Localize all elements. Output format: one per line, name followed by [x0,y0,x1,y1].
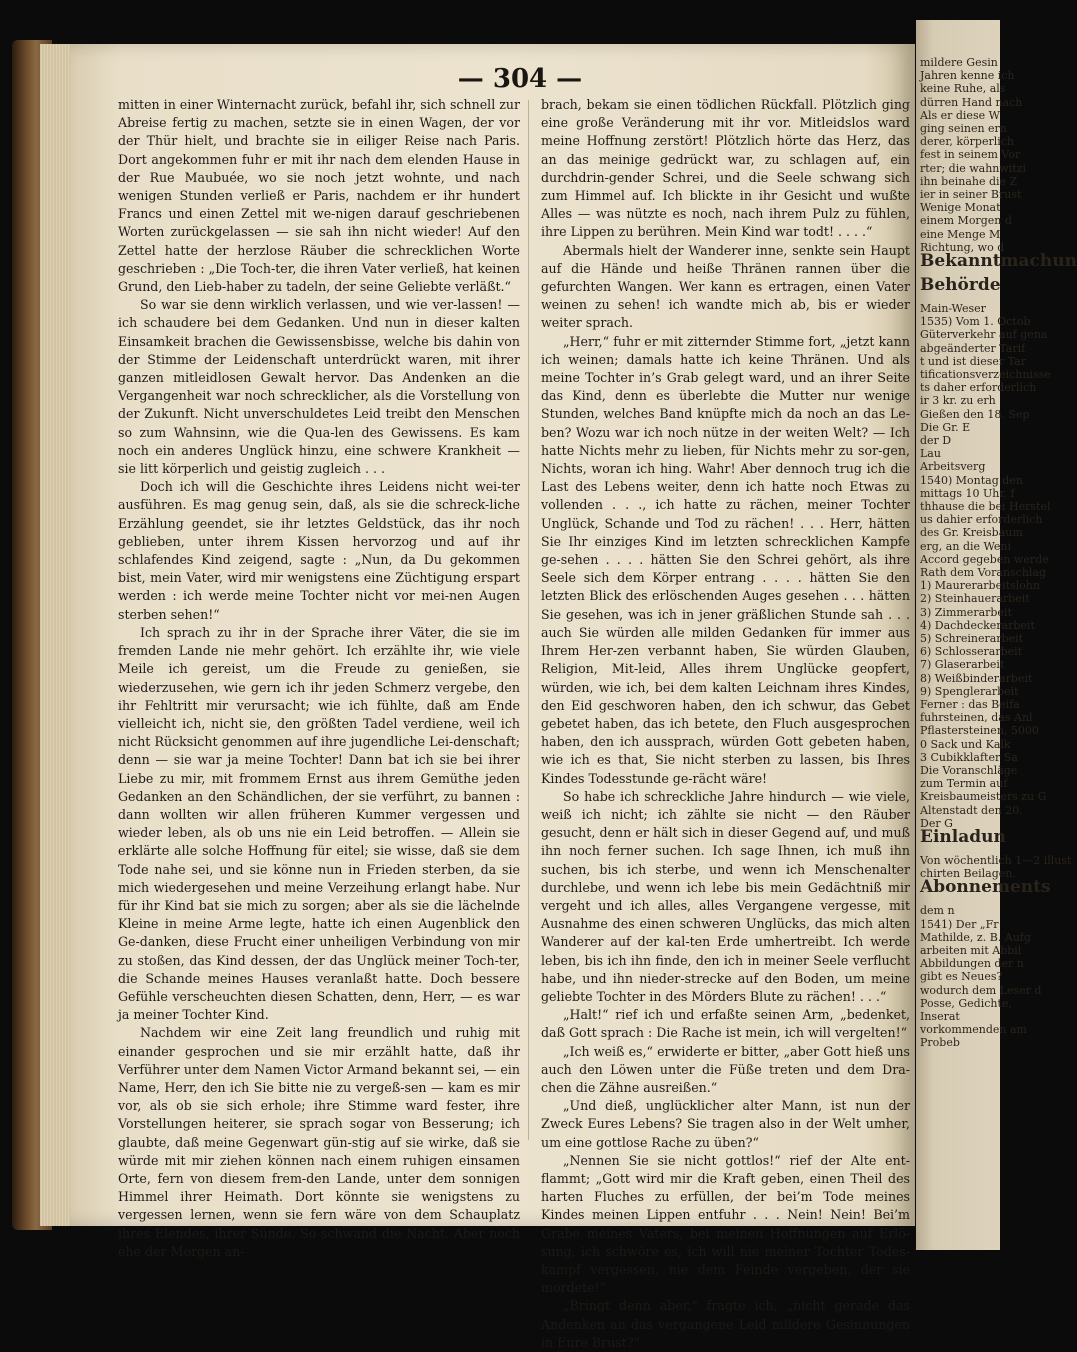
adjacent-page-fragment: gibt es Neues? [920,970,1003,984]
adjacent-page-fragment: der D [920,434,952,447]
adjacent-page-fragment: erg, an die Weni [920,539,1012,553]
adjacent-page-fragment: Main-Weser [920,302,986,315]
adjacent-page-fragment: Bekanntmachun [920,251,1077,271]
adjacent-page-fragment: ihn beinahe die Z [920,174,1018,188]
adjacent-page-fragment: 1535) Vom 1. Octob [920,315,1031,329]
adjacent-page-fragment: einem Morgen d [920,214,1012,228]
adjacent-page-fragment: derer, körperlich [920,135,1014,149]
paragraph: So war sie denn wirklich verlassen, und wie ver-lassen! — ich schaudere bei dem Gedanken. Und nun in dieser kalten Einsamkeit brachen die Gewissensbisse, welche bis dahin von der Stimme der Leidenschaft unterdrückt waren, mit ihrer ganzen mitleidlosen Gewalt hervor. Das Andenken an die Vergangenheit war noch schrecklicher, als die Vorstellung von der Zukunft. Nicht unverschuldetes Leid treibt den Menschen so zum Wahnsinn, wie die Qua-len des Gewissens. Es kam noch ein anderes Unglück hinzu, eine schwere Krankheit — sie litt körperlich und geistig zugleich . . . [118,297,520,477]
adjacent-page-fragment: Rath dem Voranschlag [920,566,1047,579]
adjacent-page-fragment: Behörde [920,275,1001,295]
paragraph: Nachdem wir eine Zeit lang freundlich und ruhig mit einander gesprochen und sie mir erzählt hatte, daß ihr Verführer unter dem Namen Victor Armand bekannt sei, — ein Name, Herr, den ich Sie bitte nie zu vergeß-sen — kam es mir vor, als ob sie sich erhole; ihre Stimme ward fester, ihre Vorstellungen heiterer, sie sprach sogar von Besserung; ich glaubte, daß meine Gegenwart gün-stig auf sie wirke, daß sie würde mit mir ziehen können nach einem ruhigen einsamen Orte, fern von diesem frem-den Lande, unter dem sonnigen Himmel ihrer Heimath. Dort könnte sie wenigstens zu vergessen lernen, wenn sie fern wäre von dem Schauplatz ihres Elendes, ihrer Sünde. So schwand die Nacht. Aber noch ehe der Morgen an- [118,1025,520,1259]
adjacent-page-fragment: Die Gr. E [920,420,971,434]
adjacent-page-fragment: 1540) Montag den [920,473,1023,487]
adjacent-page-fragment: 3 Cubikklafter Sa [920,750,1018,764]
right-column [541,96,910,1352]
adjacent-page-fragment: Arbeitsverg [920,460,986,474]
adjacent-page-fragment: Accord gegeben werde [920,552,1049,566]
adjacent-page-fragment: 9) Spenglerarbeit [920,684,1019,698]
adjacent-page-fragment: Der G [920,816,953,830]
adjacent-page-fragment: tificationsverzeichnisse [920,368,1051,381]
paragraph: brach, bekam sie einen tödlichen Rückfall. Plötzlich ging eine große Veränderung mit ihr vor. Mitleidslos ward meine Hoffnung zerstört! Plötzlich hörte das Herz, das an das meinige gedrückt war, zu schlagen auf, ein durchdrin-gender Schrei, und die Seele schwang sich zum Himmel auf. Ich blickte in ihr Gesicht und wußte Alles — was nützte es noch, nach ihrem Pulz zu fühlen, ihre Lippen zu berühren. Mein Kind war todt! . . . .“ [541,97,910,240]
adjacent-page-fragment: 1541) Der „Fr [920,917,999,931]
adjacent-page-fragment: Güterverkehr auf gena [920,328,1048,342]
adjacent-page-fragment: Kreisbaumeisters zu G [920,790,1047,804]
paragraph: Abermals hielt der Wanderer inne, senkte sein Haupt auf die Hände und heiße Thränen rannen über die gefurchten Wangen. Wer kann es ertragen, einen Vater weinen zu sehen! ich wandte mich ab, bis er wieder weiter sprach. [541,242,910,331]
adjacent-page-fragment: ts daher erforderlich [920,381,1037,395]
adjacent-page-fragment: thhause die bei Herstel [920,500,1051,513]
adjacent-page-fragment: ir 3 kr. zu erh [920,394,996,408]
adjacent-page-fragment: Pflastersteinen, 5000 [920,724,1039,738]
adjacent-page-fragment: Die Voranschläge [920,764,1018,777]
adjacent-page-fragment: 8) Weißbinderarbeit [920,671,1033,685]
adjacent-page-fragment: Mathilde, z. B. Aufg [920,930,1031,944]
left-column [118,96,520,1261]
page-number: — 304 — [457,64,583,94]
column-divider [528,100,529,1140]
adjacent-page-fragment: 4) Dachdeckerarbeit [920,618,1035,632]
adjacent-page-fragment: chirten Beilagen. [920,867,1016,881]
paragraph: Ich sprach zu ihr in der Sprache ihrer Väter, die sie im fremden Lande nie mehr gehört. Ich erzählte ihr, wie viele Meile ich gereist, um die Freude zu genießen, sie wiederzusehen, wie gern ich ihr jeden Schmerz vergebe, den ihr Fehltritt mir verursacht; wie ich fühlte, daß am Ende vielleicht ich, nicht sie, den größten Tadel verdiene, weil ich nicht Rücksicht genommen auf ihre jugendliche Lei-denschaft; denn — sie war ja meine Tochter! Dann bat ich sie bei ihrer Liebe zu mir, mit frommem Ernst aus ihrem Gemüthe jeden Gedanken an den Schändlichen, der sie verführt, zu bannen : dann wollten wir allen früheren Kummer vergessen und wieder leben, als ob uns nie ein Leid betroffen. — Allein sie erklärte alle solche Hoffnung für eitel; sie wisse, daß sie dem Tode nahe sei, und sie könne nun in Frieden sterben, da sie mich wiedergesehen und meine Verzeihung erlangt habe. Nur für ihr Kind bat sie mich zu sorgen; aber als sie die lächelnde Kleine in meine Arme legte, hatte ich einen Augenblick den Ge-danken, diese Frucht einer unheiligen Verbindung von mir zu stoßen, das Kind dessen, der das Unglück meiner Toch-ter, die Schande meines Hauses veranlaßt hatte. Doch bessere Gefühle verscheuchten diesen Schatten, denn, Herr, — es war ja meiner Tochter Kind. [118,624,520,1023]
adjacent-page-fragment: keine Ruhe, als [920,82,1006,96]
adjacent-page-fragment: 0 Sack und Kalk [920,737,1011,751]
adjacent-page-fragment: Als er diese W [920,108,1000,122]
paragraph: Doch ich will die Geschichte ihres Leidens nicht wei-ter ausführen. Es mag genug sein, daß, als sie die schreck-liche Erzählung geendet, sie ihr letztes Geldstück, das ihr noch geblieben, unter ihrem Kissen hervorzog und auf ihr schlafendes Kind zeigend, sagte : „Nun, da Du gekommen bist, mein Vater, wird mir wenigstens eine Züchtigung erspart werden : ich werde meine Tochter nicht vor mei-nen Augen sterben sehen!“ [118,479,520,622]
adjacent-page-fragment: Altenstadt den 20. [920,803,1023,817]
adjacent-page-fragment: rter; die wahnwitzi [920,161,1027,175]
adjacent-page-strip [916,20,1077,1250]
paragraph: So habe ich schreckliche Jahre hindurch — wie viele, weiß ich nicht; ich zählte sie nicht — den Räuber gesucht, denn er hält sich in dieser Gegend auf, und muß ihn noch ferner suchen. Ich sage Ihnen, ich muß ihn suchen, bis ich sterbe, und wenn ich Menschenalter durchlebe, und wenn ich lebe bis mein Gedächtniß mir vergeht und ich alles, alles Vergangene vergesse, mit Ausnahme des einen schweren Unglücks, das mich alten Wanderer auf der kal-ten Erde umhertreibt. Ich werde leben, bis ich ihn finde, den ich in meiner Seele verflucht habe, und ihn nieder-strecke auf den Boden, um meine geliebte Tochter in des Mörders Blute zu rächen! . . .“ [541,788,910,1004]
adjacent-page-fragment: dem n [920,904,955,918]
adjacent-page-fragment: dürren Hand nach [920,95,1023,109]
adjacent-page-fragment: us dahier erforderlich [920,513,1043,527]
paragraph: „Ich weiß es,“ erwiderte er bitter, „aber Gott hieß uns auch den Löwen unter die Füße treten und dem Dra-chen die Zähne ausreißen.“ [541,1043,910,1095]
adjacent-page-fragment: zum Termin auf [920,777,1008,791]
paragraph: „Nennen Sie sie nicht gottlos!“ rief der Alte ent-flammt; „Gott wird mir die Kraft geben, einen Theil des harten Fluches zu erfüllen, der bei’m Tode meines Kindes meinen Lippen entfuhr . . . Nein! Nein! Bei’m Grabe meines Vaters, bei meinen Hoffnungen auf Erlö-sung, ich schwöre es, ich will nie meiner Tochter Todes-kampf vergessen, nie dem Feinde vergeben, der sie mordete!“ [541,1152,910,1296]
paragraph: mitten in einer Winternacht zurück, befahl ihr, sich schnell zur Abreise fertig zu machen, setzte sie in einen Wagen, der vor der Thür hielt, und brachte sie in eiliger Reise nach Paris. Dort angekommen fuhr er mit ihr nach dem elenden Hause in der Rue Maubuée, wo sie noch jetzt wohnte, und nach wenigen Stunden verließ er Paris, nachdem er ihr hundert Francs und einen Zettel mit we-nigen darauf geschriebenen Worten zurückgelassen — sie sah ihn nicht wieder! Auf den Zettel hatte der herzlose Räuber die schrecklichen Worte geschrieben : „Die Toch-ter, die ihren Vater verließ, hat keinen Grund, den Lieb-haber zu tadeln, der seine Geliebte verläßt.“ [118,97,520,295]
paragraph: „Bringt denn aber,“ fragte ich, „nicht gerade das Andenken an das vergangene Leid mildere Gesinnungen in Eure Brust?“ [541,1298,910,1350]
adjacent-page-fragment: Richtung, wo d [920,240,1005,254]
adjacent-page-fragment: 7) Glaserarbeit [920,658,1005,672]
adjacent-page-fragment: Jahren kenne ich [920,69,1015,83]
adjacent-page-fragment: mittags 10 Uhr, f [920,486,1015,500]
adjacent-page-fragment: 5) Schreinerarbeit [920,632,1024,645]
adjacent-page-fragment: 3) Zimmerarbeit [920,605,1012,619]
adjacent-page-fragment: Abbildungen der n [920,957,1024,971]
adjacent-page-fragment: Ferner : das Beifa [920,698,1020,711]
paragraph: „Herr,“ fuhr er mit zitternder Stimme fort, „jetzt kann ich weinen; damals hatte ich keine Thränen. Und als meine Tochter in’s Grab gelegt ward, und an ihrer Seite das Kind, denn es überlebte die Mutter nur wenige Stunden, welches Band knüpfte mich da noch an das Le-ben? Wozu war ich noch nütze in der weiten Welt? — Ich hatte Nichts mehr zu lieben, für Nichts mehr zu sor-gen, Nichts, woran ich hing. Wahr! Aber dennoch trug ich die Last des Lebens weiter, denn ich hatte noch Etwas zu vollenden . . ., ich hatte zu rächen, meiner Tochter Unglück, Schande und Tod zu rächen! . . . Herr, hätten Sie Ihr einziges Kind im letzten schrecklichen Kampfe ge-sehen . . . . hätten Sie den Schrei gehört, als ihre Seele sich dem Körper entrang . . . . hätten Sie den letzten Blick des erlöschenden Auges gesehen . . . hätten Sie gesehen, was ich in jener gräßlichen Stunde sah . . . auch Sie würden alle milden Gedanken für immer aus Ihrem Her-zen verbannt haben, Sie würden Glauben, Religion, Mit-leid, Alles ihrem Unglücke geopfert, würden, wie ich, bei dem kalten Leichnam ihres Kindes, den Eid geschworen haben, den ich schwur, das Gebet gebetet haben, das ich betete, den Fluch ausgesprochen haben, den ich aussprach, würden Gott gebeten haben, wie ich es that, Sie nicht sterben zu lassen, bis Ihres Kindes Todesstunde ge-rächt wäre! [541,333,910,786]
adjacent-page-fragment: Einladun [920,827,1006,847]
adjacent-page-fragment: Posse, Gedichte, [920,996,1012,1010]
adjacent-page-fragment: 2) Steinhauerarbeit [920,592,1030,606]
paragraph: „Und dieß, unglücklicher alter Mann, ist nun der Zweck Eures Lebens? Sie tragen also in der Welt umher, um eine gottlose Rache zu üben?“ [541,1098,910,1150]
adjacent-page-fragment: t und ist dieser Tar [920,354,1026,368]
page-edges [40,44,72,1226]
adjacent-page-fragment: Wenige Monat [920,201,1001,215]
adjacent-page-fragment: abgeänderter Tarif [920,341,1026,355]
adjacent-page-fragment: eine Menge M [920,227,1001,241]
adjacent-page-fragment: fuhrsteinen, das Anl [920,711,1033,725]
adjacent-page-fragment: ier in seiner Brust [920,188,1022,201]
adjacent-page-fragment: fest in seinem Vor [920,148,1021,162]
adjacent-page-fragment: des Gr. Kreisbaum [920,526,1023,540]
adjacent-page-fragment: ging seinen ern [920,122,1007,135]
adjacent-page-fragment: 6) Schlosserarbeit [920,645,1023,659]
adjacent-page-fragment: vorkommenden am [920,1023,1027,1037]
adjacent-page-fragment: Abonnements [920,877,1051,898]
adjacent-page-fragment: Lau [920,447,941,461]
adjacent-page-fragment: Von wöchentlich 1—2 illust [920,854,1072,867]
adjacent-page-fragment: mildere Gesin [920,56,998,69]
paragraph: „Halt!“ rief ich und erfaßte seinen Arm, „bedenket, daß Gott sprach : Die Rache ist mein, ich will vergelten!“ [541,1007,910,1041]
adjacent-page-fragment: 1) Maurerarbeitslohn [920,579,1040,593]
adjacent-page-fragment: wodurch dem Leser d [920,983,1042,997]
adjacent-page-fragment: Probeb [920,1036,960,1050]
adjacent-page-fragment: Inserat [920,1010,960,1023]
adjacent-page-fragment: Gießen den 18. Sep [920,407,1030,421]
adjacent-page-fragment: arbeiten mit Abbil [920,944,1022,957]
